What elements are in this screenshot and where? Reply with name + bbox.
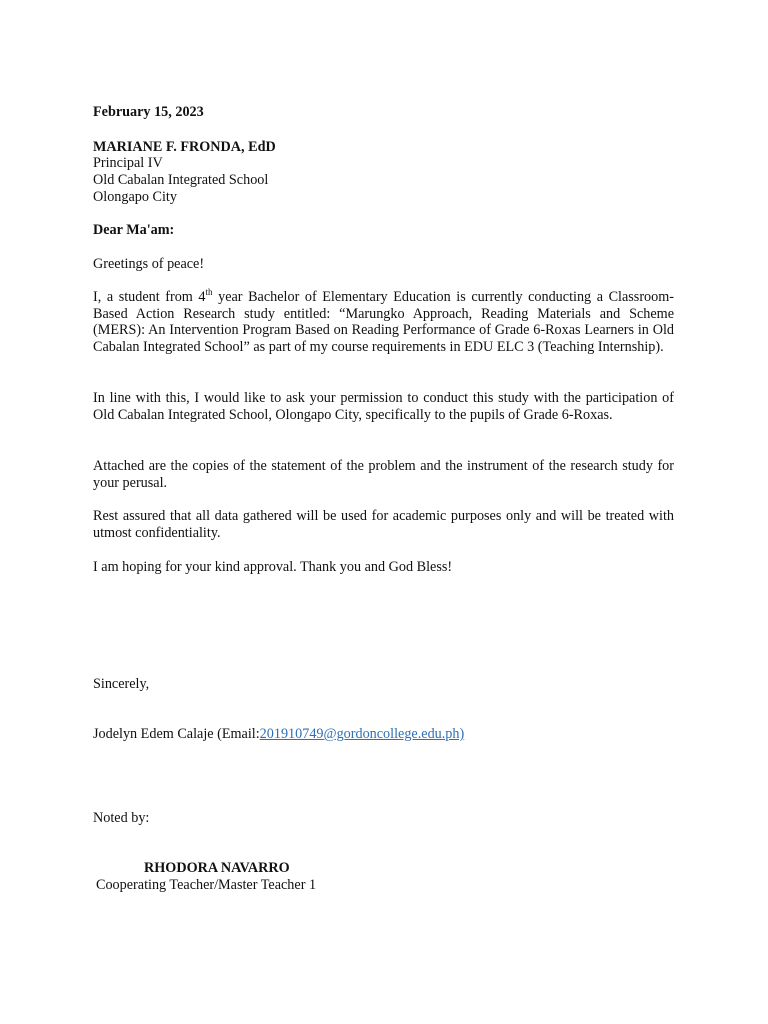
sender-name: Jodelyn Edem Calaje (Email:: [93, 726, 260, 742]
recipient-city: Olongapo City: [93, 189, 177, 205]
letter-date: February 15, 2023: [93, 104, 204, 120]
salutation: Dear Ma'am:: [93, 222, 175, 238]
recipient-name: MARIANE F. FRONDA, EdD: [93, 139, 276, 155]
noted-by-label: Noted by:: [93, 810, 150, 826]
recipient-school: Old Cabalan Integrated School: [93, 172, 269, 188]
noted-by-name: RHODORA NAVARRO: [144, 860, 290, 876]
paragraph-1-intro: I, a student from 4: [93, 289, 206, 305]
sender-line: [93, 726, 464, 743]
recipient-position: Principal IV: [93, 155, 163, 171]
body-paragraph-4: Rest assured that all data gathered will be used for academic purposes only and will be treated with utmost confidentiality.: [93, 508, 674, 541]
greeting: Greetings of peace!: [93, 256, 205, 272]
sender-email-link[interactable]: 201910749@gordoncollege.edu.ph): [259, 726, 465, 742]
closing: Sincerely,: [93, 676, 150, 692]
body-paragraph-1: [93, 289, 674, 355]
ordinal-superscript: th: [205, 287, 213, 297]
body-paragraph-3: Attached are the copies of the statement of the problem and the instrument of the research study for your perusal.: [93, 458, 674, 491]
paragraph-1-rest: year Bachelor of Elementary Education is currently conducting a Classroom-Based Action Research study entitled: “Marungko Approach, Reading Materials and Scheme (MERS): An Intervention Program Based on Reading Performance of Grade 6-Roxas Learners in Old Cabalan Integrated School” as part of my course requirements in EDU ELC 3 (Teaching Internship).: [93, 289, 674, 355]
body-paragraph-5: I am hoping for your kind approval. Thank you and God Bless!: [93, 559, 453, 575]
noted-by-title: Cooperating Teacher/Master Teacher 1: [96, 877, 317, 893]
body-paragraph-2: In line with this, I would like to ask your permission to conduct this study with the participation of Old Cabalan Integrated School, Olongapo City, specifically to the pupils of Grade 6-Roxas.: [93, 390, 674, 423]
